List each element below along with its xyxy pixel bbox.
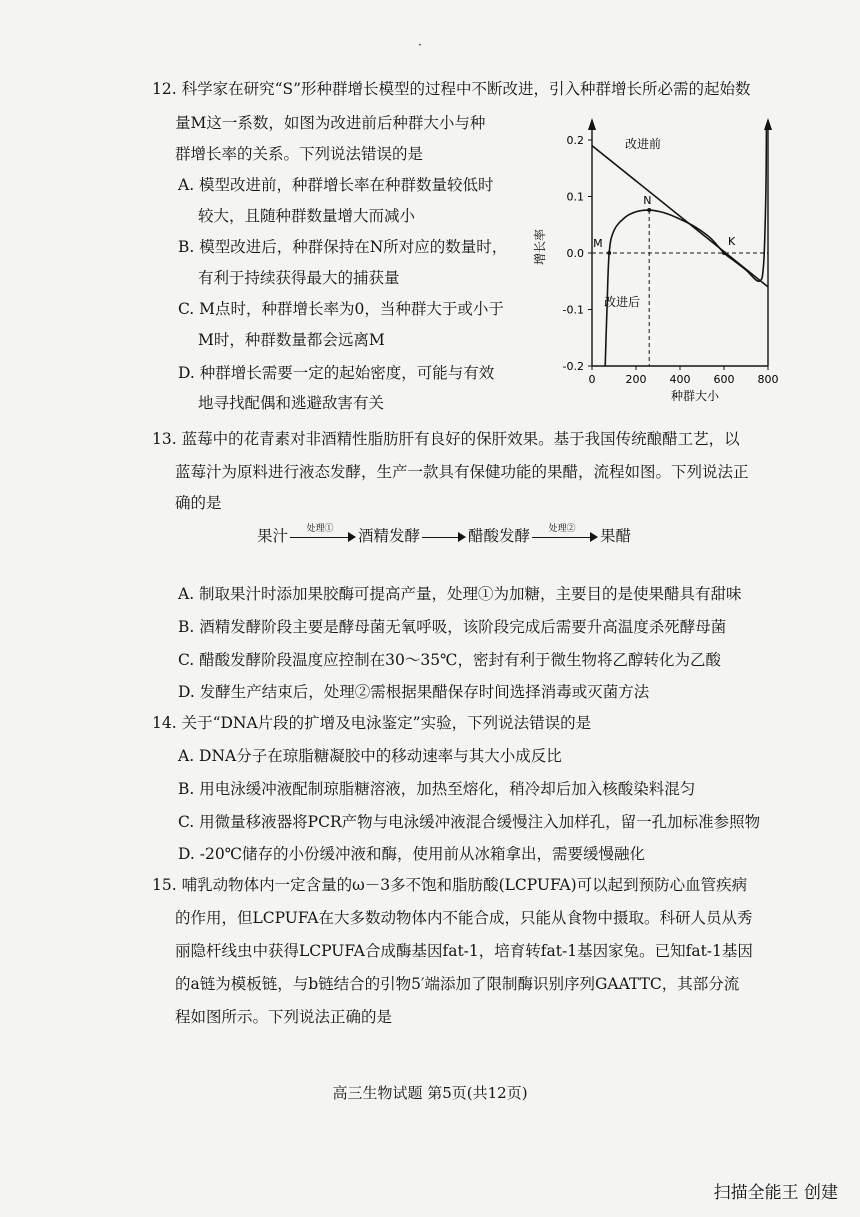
growth-rate-chart <box>530 108 790 408</box>
series-label-after: 改进后 <box>604 295 641 309</box>
series-after-curve <box>605 126 766 366</box>
point-label-m: M <box>593 237 603 250</box>
x-axis-label: 种群大小 <box>670 389 720 403</box>
process-flow <box>257 524 631 554</box>
flow-label-treatment-2: 处理② <box>548 524 576 534</box>
q13-stem-line-2: 蓝莓汁为原料进行液态发酵，生产一款具有保健功能的果醋，流程如图。下列说法正 <box>175 463 749 481</box>
q14-option-d: D. -20℃储存的小份缓冲液和酶，使用前从冰箱拿出，需要缓慢融化 <box>178 845 646 863</box>
q12-option-c-line-1: C. M点时，种群增长率为0，当种群大于或小于 <box>178 300 504 318</box>
q15-stem-line-1: 15. 哺乳动物体内一定含量的ω－3多不饱和脂肪酸(LCPUFA)可以起到预防心血管疾病 <box>152 876 748 894</box>
q14-stem: 14. 关于“DNA片段的扩增及电泳鉴定”实验，下列说法错误的是 <box>152 714 592 732</box>
flow-step-alcohol-fermentation: 酒精发酵 <box>358 527 421 545</box>
q13-option-a: A. 制取果汁时添加果胶酶可提高产量，处理①为加糖，主要目的是使果醋具有甜味 <box>178 585 742 603</box>
flow-arrow-plain <box>422 526 466 544</box>
q14-option-a: A. DNA分子在琼脂糖凝胶中的移动速率与其大小成反比 <box>178 747 562 765</box>
x-tick-label: 400 <box>669 373 691 386</box>
x-tick-label: 200 <box>625 373 647 386</box>
flow-step-juice: 果汁 <box>257 527 289 545</box>
y-tick-label: 0.1 <box>566 190 584 204</box>
flow-step-fruit-vinegar: 果醋 <box>600 527 632 545</box>
q13-stem-line-3: 确的是 <box>175 494 222 512</box>
point-n <box>647 208 651 212</box>
flow-label-treatment-1: 处理① <box>306 524 334 534</box>
y-tick-label: -0.1 <box>562 303 584 317</box>
q15-stem-line-4: 的a链为模板链，与b链结合的引物5′端添加了限制酶识别序列GAATTC，其部分流 <box>175 975 740 993</box>
q13-option-b: B. 酒精发酵阶段主要是酵母菌无氧呼吸，该阶段完成后需要升高温度杀死酵母菌 <box>178 618 727 636</box>
scanner-watermark: 扫描全能王 创建 <box>713 1183 838 1203</box>
y-tick-label: 0.2 <box>566 134 584 147</box>
x-tick-label: 800 <box>757 373 779 386</box>
flow-step-acetic-fermentation: 醋酸发酵 <box>468 527 531 545</box>
q12-option-b-line-1: B. 模型改进后，种群保持在N所对应的数量时， <box>178 238 508 256</box>
y-axis-arrow <box>588 118 596 130</box>
q15-stem-line-5: 程如图所示。下列说法正确的是 <box>175 1008 393 1026</box>
exam-page: · 12. 科学家在研究“S”形种群增长模型的过程中不断改进，引入种群增长所必需的起始数 量M这一系数，如图为改进前后种群大小与种 群增长率的关系。下列说法错误的是 A. 模型改进前，种群增长率在种群数量较低时 较大，且随种群数量增大而减小 B. 模型改进后，种群保持在N所对应的数量时， 有利于持续获得最大的捕获量 C. M点时，种群增长率为0，当种群大于或小于 M时，种群数量都会远离M D. 种群增长需要一定的起始密度，可能与有效 地寻找配偶和逃避敌害有关 0.2 0.1 0.0 -0.1 -0.2 0 200 400 600 800 M N K 增长率 种群大小 改进前 改进后 13. 蓝莓中的花青素对非酒精性脂肪肝有良好的保肝效果。基于我国传统酿醋工艺，以 蓝莓汁为原料进行液态发酵，生产一款具有保健功能的果醋，流程如图。下列说法正 确的是 果汁 处理① 酒精发酵 醋酸发酵 处理② 果醋 A. 制取果汁时添加果胶酶可提高产量，处理①为加糖，主要目的是使果醋具有甜味 B. 酒精发酵阶段主要是酵母菌无氧呼吸，该阶段完成后需要升高温度杀死酵母菌 C. 醋酸发酵阶段温度应控制在30～35℃，密封有利于微生物将乙醇转化为乙酸 D. 发酵生产结束后，处理②需根据果醋保存时间选择消毒或灭菌方法 14. 关于“DNA片段的扩增及电泳鉴定”实验，下列说法错误的是 A. DNA分子在琼脂糖凝胶中的移动速率与其大小成反比 B. 用电泳缓冲液配制琼脂糖溶液，加热至熔化，稍冷却后加入核酸染料混匀 C. 用微量移液器将PCR产物与电泳缓冲液混合缓慢注入加样孔，留一孔加标准参照物 D. -20℃储存的小份缓冲液和酶，使用前从冰箱拿出，需要缓慢融化 15. 哺乳动物体内一定含量的ω－3多不饱和脂肪酸(LCPUFA)可以起到预防心血管疾病 的作用，但LCPUFA在大多数动物体内不能合成，只能从食物中摄取。科研人员从秀 丽隐杆线虫中获得LCPUFA合成酶基因fat-1，培育转fat-1基因家兔。已知fat-1基因 的a链为模板链，与b链结合的引物5′端添加了限制酶识别序列GAATTC，其部分流 程如图所示。下列说法正确的是 高三生物试题 第5页(共12页) 扫描全能王 创建 <box>0 0 860 1217</box>
y-axis-label: 增长率 <box>533 228 547 266</box>
q12-stem-line-1: 12. 科学家在研究“S”形种群增长模型的过程中不断改进，引入种群增长所必需的起始数 <box>152 80 751 98</box>
q12-option-c-line-2: M时，种群数量都会远离M <box>198 331 385 349</box>
q12-stem-line-3: 群增长率的关系。下列说法错误的是 <box>175 145 424 163</box>
q12-option-d-line-1: D. 种群增长需要一定的起始密度，可能与有效 <box>178 364 495 382</box>
q12-stem-line-2: 量M这一系数，如图为改进前后种群大小与种 <box>175 114 486 132</box>
point-label-n: N <box>643 194 652 208</box>
point-m <box>607 251 611 255</box>
q12-option-a-line-1: A. 模型改进前，种群增长率在种群数量较低时 <box>178 176 494 194</box>
q12-option-a-line-2: 较大，且随种群数量增大而减小 <box>198 207 416 225</box>
series-label-before: 改进前 <box>625 137 662 151</box>
page-footer: 高三生物试题 第5页(共12页) <box>332 1084 528 1102</box>
q15-stem-line-3: 丽隐杆线虫中获得LCPUFA合成酶基因fat-1，培育转fat-1基因家兔。已知fat-1基因 <box>175 942 753 960</box>
flow-arrow-treatment-1 <box>290 526 356 544</box>
right-axis-arrow <box>764 118 772 130</box>
q13-option-c: C. 醋酸发酵阶段温度应控制在30～35℃，密封有利于微生物将乙醇转化为乙酸 <box>178 651 721 669</box>
flow-arrow-treatment-2 <box>532 526 598 544</box>
y-tick-label: -0.2 <box>562 360 584 373</box>
q12-option-d-line-2: 地寻找配偶和逃避敌害有关 <box>198 394 385 412</box>
x-tick-label: 0 <box>588 373 596 386</box>
y-tick-label: 0.0 <box>566 247 584 260</box>
point-k <box>722 251 726 255</box>
q14-option-c: C. 用微量移液器将PCR产物与电泳缓冲液混合缓慢注入加样孔，留一孔加标准参照物 <box>178 813 761 831</box>
q13-stem-line-1: 13. 蓝莓中的花青素对非酒精性脂肪肝有良好的保肝效果。基于我国传统酿醋工艺，以 <box>152 430 740 448</box>
x-tick-label: 600 <box>713 373 735 386</box>
point-label-k: K <box>728 235 736 248</box>
q14-option-b: B. 用电泳缓冲液配制琼脂糖溶液，加热至熔化，稍冷却后加入核酸染料混匀 <box>178 780 696 798</box>
q13-option-d: D. 发酵生产结束后，处理②需根据果醋保存时间选择消毒或灭菌方法 <box>178 683 650 701</box>
q12-option-b-line-2: 有利于持续获得最大的捕获量 <box>198 269 400 287</box>
q15-stem-line-2: 的作用，但LCPUFA在大多数动物体内不能合成，只能从食物中摄取。科研人员从秀 <box>175 909 753 927</box>
